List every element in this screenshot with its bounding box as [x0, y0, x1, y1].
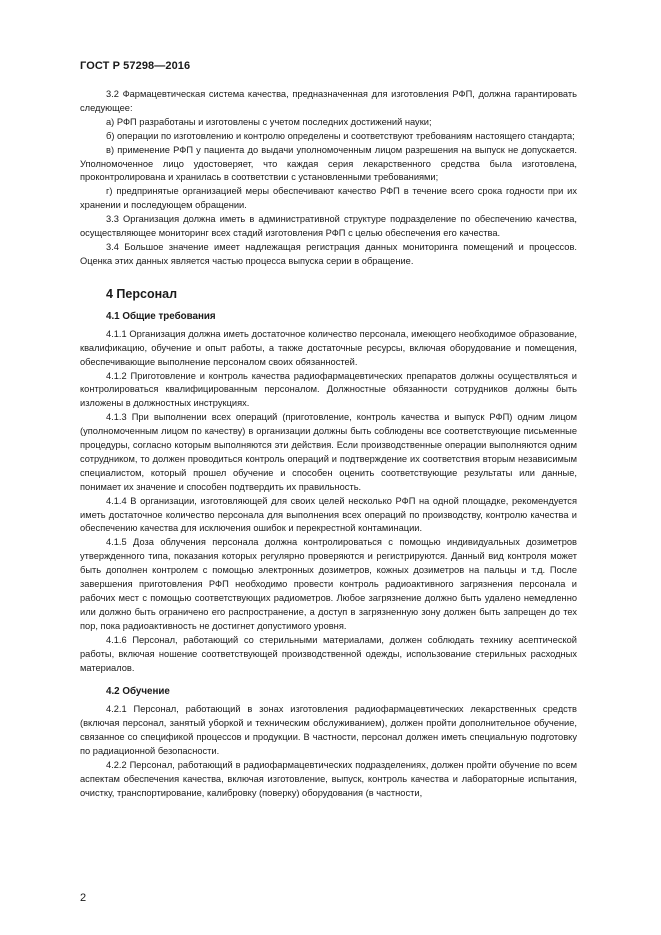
document-header: ГОСТ Р 57298—2016 [80, 60, 191, 72]
subsection-title-4-2: 4.2 Обучение [106, 686, 170, 698]
document-body [80, 88, 577, 801]
page-number: 2 [80, 892, 87, 904]
list-item-b: б) операции по изготовлению и контролю определены и соответствуют требованиям настоящего стандарта; [106, 130, 575, 141]
paragraph-3-4: 3.4 Большое значение имеет надлежащая регистрация данных мониторинга помещений и процессов. Оценка этих данных является частью процесса выпуска серии в обращение. [80, 241, 577, 266]
paragraph-4-1-2: 4.1.2 Приготовление и контроль качества радиофармацевтических препаратов должны осуществляться и контролироваться квалифицированным персоналом. Должностные обязанности сотрудников должны быть изложены в должностных инструкциях. [80, 370, 577, 409]
paragraph-4-1-3: 4.1.3 При выполнении всех операций (приготовление, контроль качества и выпуск РФП) одним лицом (уполномоченным лицом по качеству) в организации должны быть соблюдены все соответствующие письменные процедуры, согласно которым выполняются эти действия. Если производственные операции выполняются одним сотрудником, то должен проводиться контроль операций и подтверждение их соответствия вторым независимым специалистом, который прошел обучение и способен оценить соответствующие результаты или данные, понимает их значение и способен подтвердить их правильность. [80, 412, 577, 492]
paragraph-4-2-2: 4.2.2 Персонал, работающий в радиофармацевтических подразделениях, должен пройти обучение по всем аспектам обеспечения качества, включая изготовление, выпуск, контроль качества и лабораторные испытания, очистку, транспортирование, калибровку (поверку) оборудования (в частности, [80, 760, 577, 798]
paragraph-4-1-4: 4.1.4 В организации, изготовляющей для своих целей несколько РФП на одной площадке, рекомендуется иметь достаточное количество персонала для выполнения всех операций по производству, контролю качества и обеспечению качества для исключения ошибок и перекрестной контаминации. [80, 495, 577, 534]
paragraph-4-2-1: 4.2.1 Персонал, работающий в зонах изготовления радиофармацевтических лекарственных средств (включая персонал, занятый уборкой и техническим обслуживанием), должен пройти дополнительное обучение, связанное со спецификой процессов и продукции. В частности, персонал должен иметь специальную подготовку по радиационной безопасности. [80, 704, 577, 757]
paragraph-4-1-6: 4.1.6 Персонал, работающий со стерильными материалами, должен соблюдать технику асептической работы, включая ношение соответствующей производственной одежды, использование стерильных расходных материалов. [80, 634, 577, 673]
subsection-title-4-1: 4.1 Общие требования [106, 310, 216, 322]
paragraph-3-3: 3.3 Организация должна иметь в административной структуре подразделение по обеспечению качества, осуществляющее мониторинг всех стадий изготовления РФП с целью обеспечения его качества. [80, 214, 577, 239]
paragraph-4-1-5: 4.1.5 Доза облучения персонала должна контролироваться с помощью индивидуальных дозиметров утвержденного типа, показания которых регулярно проверяются и регистрируются. Данный вид контроля может быть дополнен контролем с помощью электронных дозиметров, кожных дозиметров на пальцы и т.д. После завершения приготовления РФП необходимо провести контроль радиоактивного загрязнения персонала и рабочих мест с помощью соответствующих радиометров. Любое загрязнение должно быть удалено немедленно или должно быть ограничено его распространение, а доступ в загрязненную зону должен быть запрещен до тех пор, пока радиоактивность не достигнет допустимого уровня. [80, 537, 577, 631]
section-title-4: 4 Персонал [106, 286, 178, 301]
list-item-v: в) применение РФП у пациента до выдачи уполномоченным лицом разрешения на выпуск не допускается. Уполномоченное лицо удостоверяет, что каждая серия лекарственного средства была изготовлена, проконтролирована и хранилась в соответствии с установленными требованиями; [80, 144, 577, 183]
paragraph-3-2: 3.2 Фармацевтическая система качества, предназначенная для изготовления РФП, должна гарантировать следующее: [80, 89, 577, 113]
list-item-a: а) РФП разработаны и изготовлены с учетом последних достижений науки; [106, 116, 432, 127]
paragraph-4-1-1: 4.1.1 Организация должна иметь достаточное количество персонала, имеющего необходимое образование, квалификацию, обучение и опыт работы, а также достаточные ресурсы, включая оборудование и помещения, обеспечивающие выполнение персоналом своих обязанностей. [80, 328, 577, 367]
list-item-g: г) предпринятые организацией меры обеспечивают качество РФП в течение всего срока годности при их хранении и последующем обращении. [80, 186, 577, 211]
